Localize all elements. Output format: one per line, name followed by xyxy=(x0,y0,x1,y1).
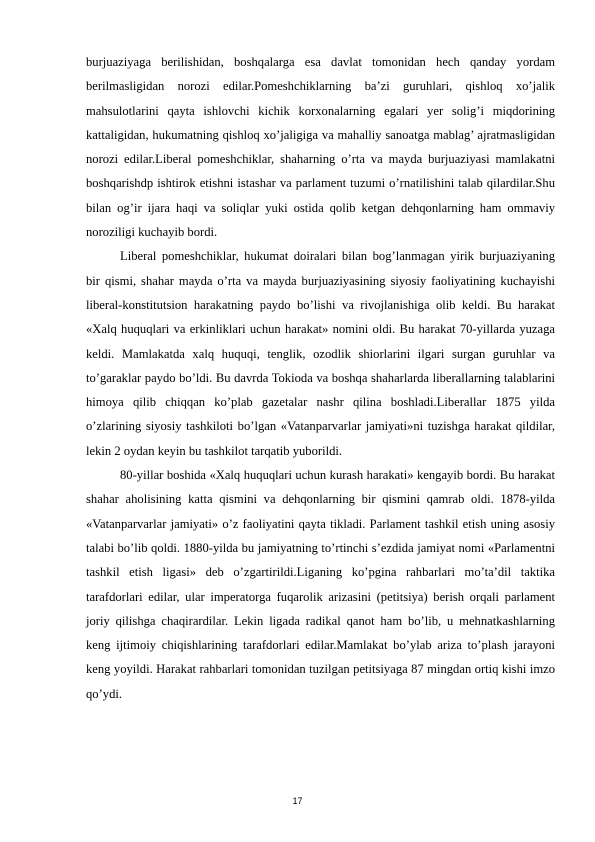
page-number: 17 xyxy=(292,796,303,806)
paragraph-continuation: burjuaziyaga berilishidan, boshqalarga esa davlat tomonidan hech qanday yordam berilmasligidan norozi edilar.Pomeshchiklarning ba’zi guruhlari, qishloq xo’jalik mahsulotlarini qayta ishlovchi kichik korxonalarning egalari yer solig’i miqdorining kattaligidan, hukumatning qishloq xo’jaligiga va mahalliy sanoatga mablag’ ajratmasligidan norozi edilar.Liberal pomeshchiklar, shaharning o’rta va mayda burjuaziyasi mamlakatni boshqarishdp ishtirok etishni istashar va parlament tuzumi o’rnatilishini talab qilardilar.Shu bilan og’ir ijara haqi va soliqlar yuki ostida qolib ketgan dehqonlarning ham ommaviy noroziligi kuchayib bordi. xyxy=(86,55,555,240)
document-body xyxy=(86,50,555,706)
paragraph-liberal-movement: Liberal pomeshchiklar, hukumat doiralari bilan bog’lanmagan yirik burjuaziyaning bir qismi, shahar mayda o’rta va mayda burjuaziyasining siyosiy faoliyatining kuchayishi liberal-konstitutsion harakatning paydo bo’lishi va rivojlanishiga olib keldi. Bu harakat «Xalq huquqlari va erkinliklari uchun harakat» nomini oldi. Bu harakat 70-yillarda yuzaga keldi. Mamlakatda xalq huquqi, tenglik, ozodlik shiorlarini ilgari surgan guruhlar va to’garaklar paydo bo’ldi. Bu davrda Tokioda va boshqa shaharlarda liberallarning talablarini himoya qilib chiqqan ko’plab gazetalar nashr qilina boshladi.Liberallar 1875 yilda o’zlarining siyosiy tashkiloti bo’lgan «Vatanparvarlar jamiyati»ni tuzishga harakat qildilar, lekin 2 oydan keyin bu tashkilot tarqatib yuborildi. xyxy=(86,249,555,458)
paragraph-parliament-league: 80-yillar boshida «Xalq huquqlari uchun kurash harakati» kengayib bordi. Bu harakat shahar aholisining katta qismini va dehqonlarning bir qismini qamrab oldi. 1878-yilda «Vatanparvarlar jamiyati» o’z faoliyatini qayta tikladi. Parlament tashkil etish uning asosiy talabi bo’lib qoldi. 1880-yilda bu jamiyatning to’rtinchi s’ezdida jamiyat nomi «Parlamentni tashkil etish ligasi» deb o’zgartirildi.Liganing ko’pgina rahbarlari mo’ta’dil taktika tarafdorlari edilar, ular imperatorga fuqarolik arizasini (petitsiya) berish orqali parlament joriy qilishga chaqirardilar. Lekin ligada radikal qanot ham bo’lib, u mehnatkashlarning keng ijtimoiy chiqishlarining tarafdorlari edilar.Mamlakat bo’ylab ariza to’plash jarayoni keng yoyildi. Harakat rahbarlari tomonidan tuzilgan petitsiyaga 87 mingdan ortiq kishi imzo qo’ydi. xyxy=(86,468,555,701)
